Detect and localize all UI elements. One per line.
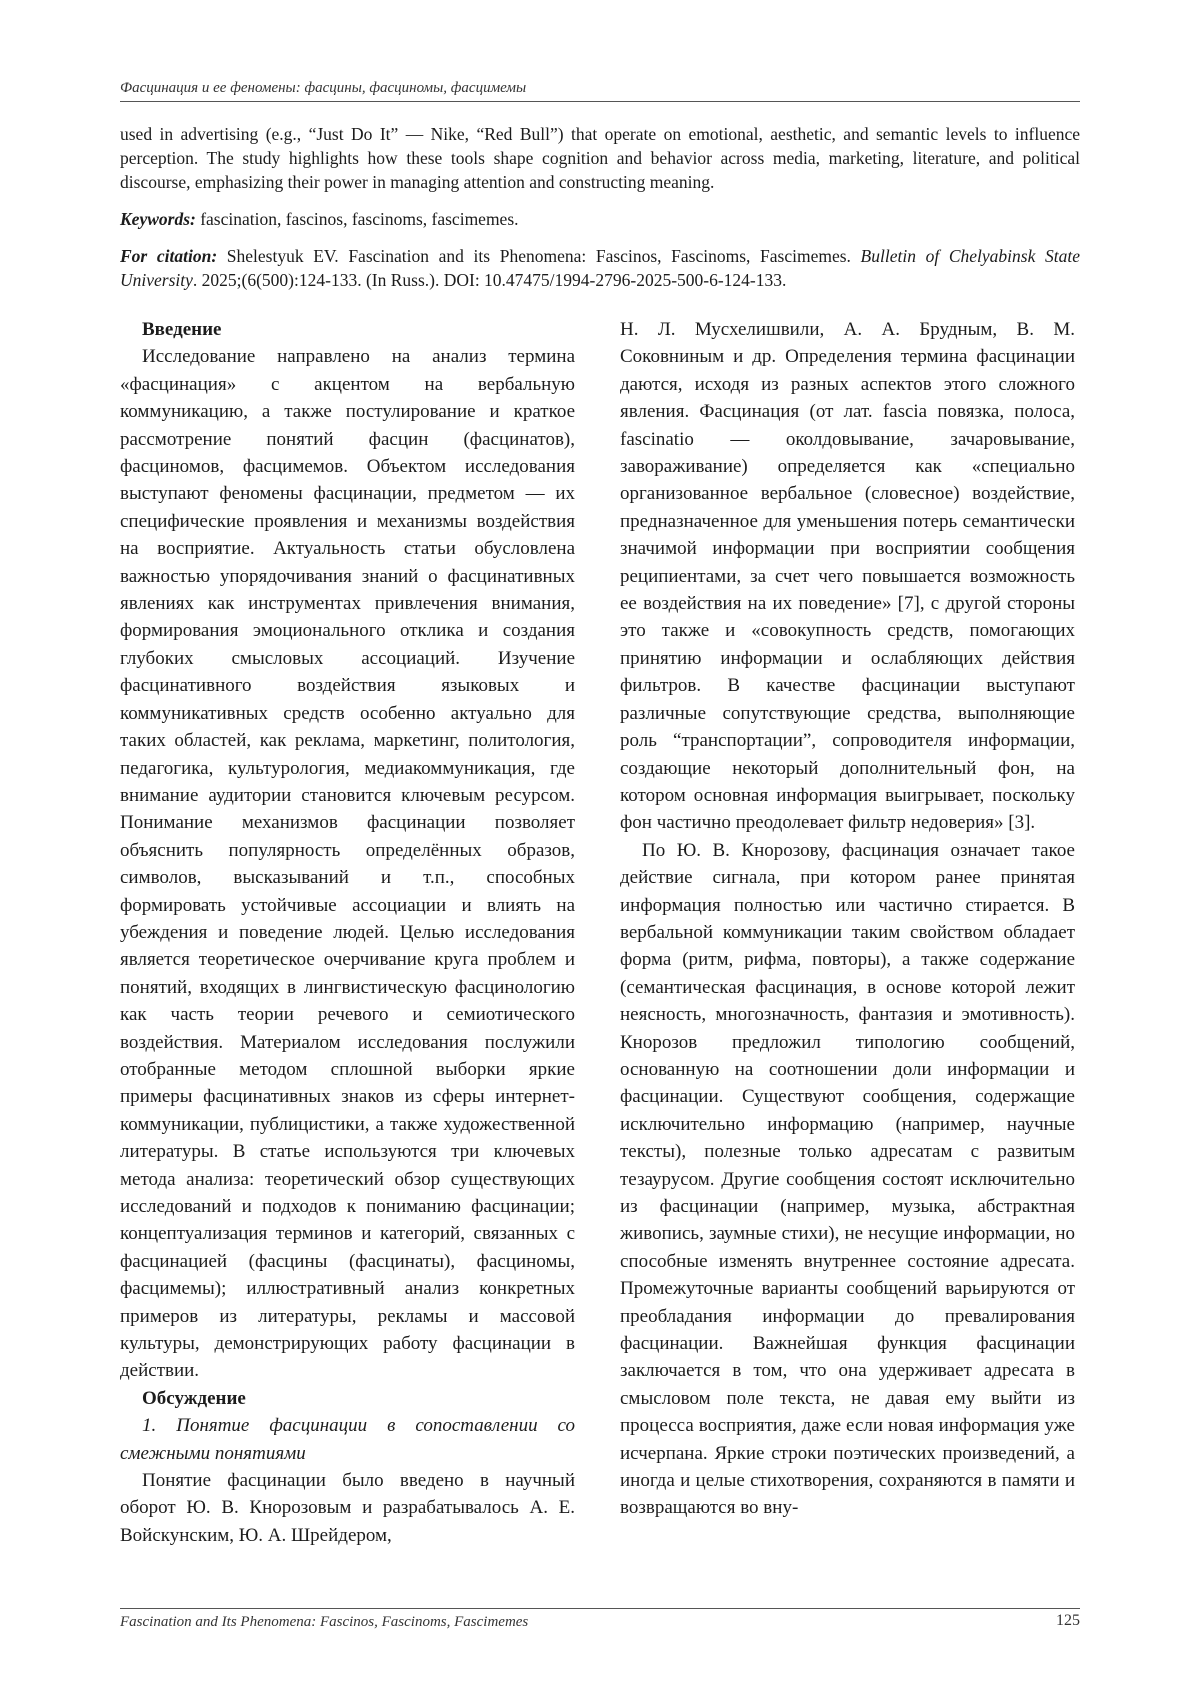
header-divider [120,101,1080,102]
citation [120,244,1080,292]
knorozov-paragraph: По Ю. В. Кнорозову, фасцинация означает такое действие сигнала, при котором ранее принятая информация полностью или частично стирается. В вербальной коммуникации таким свойством обладает форма (ритм, рифма, повторы), а также содержание (семантическая фасцинация, в основе которой лежит неясность, многозначность, фантазия и эмотивность). Кнорозов предложил типологию сообщений, основанную на соотношении доли информации и фасцинации. Существуют сообщения, содержащие исключительно информацию (например, научные тексты), полезные только адресатам с развитым тезаурусом. Другие сообщения состоят исключительно из фасцинации (например, музыка, абстрактная живопись, заумные стихи), не несущие информации, но способные изменять внутреннее состояние адресата. Промежуточные варианты сообщений варьируются от преобладания информации до превалирования фасцинации. Важнейшая функция фасцинации заключается в том, что она удерживает адресата в смысловом поле текста, не давая ему выйти из процесса восприятия, даже если новая информация уже исчерпана. Яркие строки поэтических произведений, а иногда и целые стихотворения, сохраняются в памяти и возвращаются во вну- [620,839,1075,1519]
keywords-text: fascination, fascinos, fascinoms, fascimemes. [195,209,519,229]
keywords [120,207,1080,231]
abstract-continuation: used in advertising (e.g., “Just Do It” — Nike, “Red Bull”) that operate on emotional, aesthetic, and semantic levels to influence perception. The study highlights how these tools shape cognition and behavior across media, marketing, literature, and political discourse, emphasizing their power in managing attention and constructing meaning. [120,124,1080,192]
citation-journal: Bulletin of Chelyabinsk State University [120,246,1080,290]
discussion-heading: Обсуждение [142,1387,246,1409]
running-header: Фасцинация и ее феномены: фасцины, фасциномы, фасцимемы [120,80,527,96]
page-number: 125 [1056,1612,1080,1629]
continuation-paragraph: Н. Л. Мусхелишвили, А. А. Брудным, В. М. Соковниным и др. Определения термина фасцинации даются, исходя из разных аспектов этого сложного явления. Фасцинация (от лат. fascia повязка, полоса, fascinatio — околдовывание, зачаровывание, завораживание) определяется как «специально организованное вербальное (словесное) воздействие, предназначенное для уменьшения потерь семантически значимой информации при восприятии сообщения реципиентами, за счет чего повышается возможность ее воздействия на их поведение» [7], с другой стороны это также и «совокупность средств, помогающих принятию информации и ослабляющих действия фильтров. В качестве фасцинации выступают различные сопутствующие средства, выполняющие роль “транспортации”, сопроводителя информации, создающие некоторый дополнительный фон, на котором основная информация выигрывает, поскольку фон частично преодолевает фильтр недоверия» [3]. [620,319,1075,834]
citation-text-after: . 2025;(6(500):124-133. (In Russ.). DOI: 10.47475/1994-2796-2025-500-6-124-133. [192,270,787,290]
keywords-label: Keywords: [120,209,196,229]
discussion-paragraph: Понятие фасцинации было введено в научный оборот Ю. В. Кнорозовым и разрабатывалось А. Е. Войскунским, Ю. А. Шрейдером, [120,1470,575,1546]
intro-heading: Введение [142,319,222,340]
abstract-block [120,122,1080,305]
running-footer: Fascination and Its Phenomena: Fascinos, Fascinoms, Fascimemes [120,1614,529,1630]
intro-paragraph: Исследование направлено на анализ термина «фасцинация» с акцентом на вербальную коммуникацию, а также постулирование и краткое рассмотрение понятий фасцин (фасцинатов), фасциномов, фасцимемов. Объектом исследования выступают феномены фасцинации, предметом — их специфические проявления и механизмы воздействия на восприятие. Актуальность статьи обусловлена важностью упорядочивания знаний о фасцинативных явлениях как инструментах привлечения внимания, формирования эмоционального отклика и создания глубоких смысловых ассоциаций. Изучение фасцинативного воздействия языковых и коммуникативных средств особенно актуально для таких областей, как реклама, маркетинг, политология, педагогика, культурология, медиакоммуникация, где внимание аудитории становится ключевым ресурсом. Понимание механизмов фасцинации позволяет объяснить популярность определённых образов, символов, высказываний и т.п., способных формировать устойчивые ассоциации и влиять на убеждения и поведение людей. Целью исследования является теоретическое очерчивание круга проблем и понятий, входящих в лингвистическую фасцинологию как часть теории речевого и семиотического воздействия. Материалом исследования послужили отобранные методом сплошной выборки яркие примеры фасцинативных знаков из сферы интернет-коммуникации, публицистики, а также художественной литературы. В статье используются три ключевых метода анализа: теоретический обзор существующих исследований и подходов к пониманию фасцинации; концептуализация терминов и категорий, связанных с фасцинацией (фасцины (фасцинаты), фасциномы, фасцимемы); иллюстративный анализ конкретных примеров из литературы, рекламы и массовой культуры, демонстрирующих работу фасцинации в действии. [120,346,575,1382]
right-column [620,316,1075,1522]
left-column [120,316,575,1549]
citation-text-before: Shelestyuk EV. Fascination and its Phenomena: Fascinos, Fascinoms, Fascimemes. [217,246,861,266]
subsection-heading: 1. Понятие фасцинации в сопоставлении со смежными понятиями [120,1415,575,1464]
footer-divider [120,1608,1080,1609]
citation-label: For citation: [120,246,218,266]
